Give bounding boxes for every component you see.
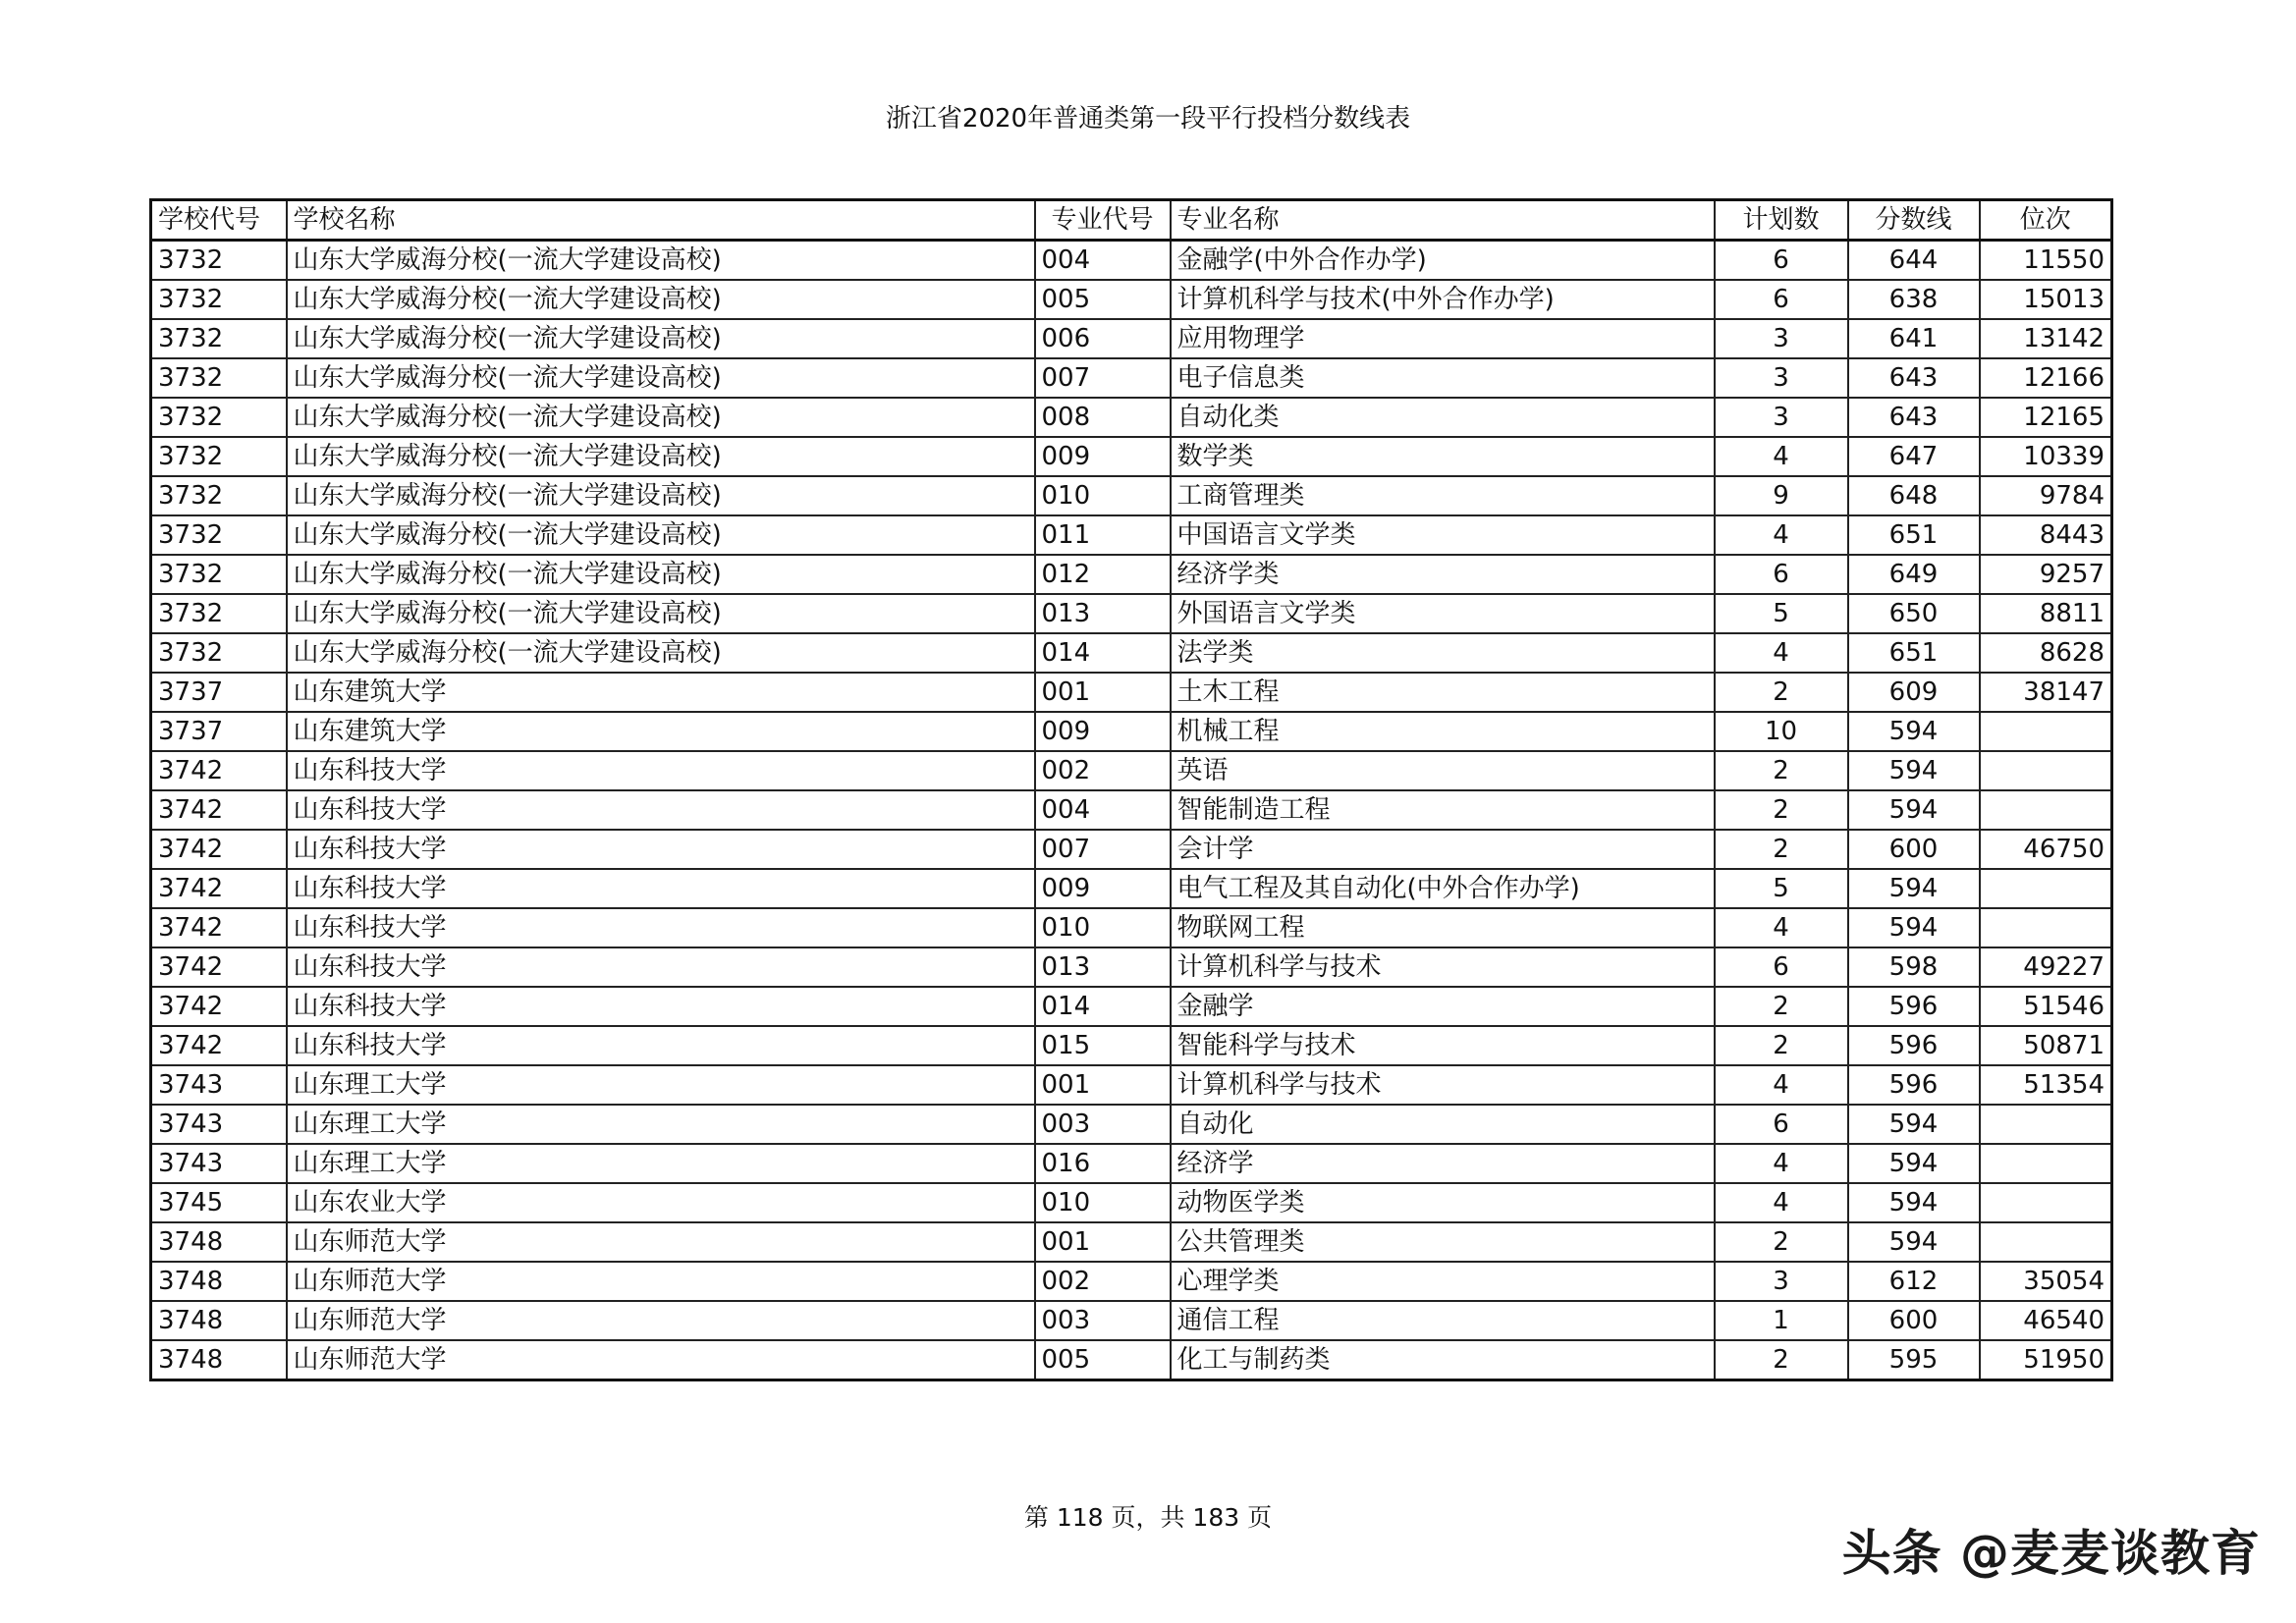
score-cell: 594 <box>1848 751 1980 790</box>
score-cell: 647 <box>1848 437 1980 476</box>
major-code-cell: 016 <box>1035 1144 1171 1183</box>
rank-cell: 15013 <box>1980 280 2112 319</box>
school-name-cell: 山东科技大学 <box>287 830 1035 869</box>
plan-cell: 9 <box>1715 476 1848 515</box>
major-code-cell: 008 <box>1035 398 1171 437</box>
plan-cell: 4 <box>1715 437 1848 476</box>
major-name-cell: 英语 <box>1171 751 1715 790</box>
score-cell: 648 <box>1848 476 1980 515</box>
plan-cell: 2 <box>1715 1026 1848 1065</box>
major-name-cell: 计算机科学与技术 <box>1171 1065 1715 1105</box>
school-code-cell: 3742 <box>151 751 287 790</box>
rank-cell <box>1980 712 2112 751</box>
major-name-cell: 中国语言文学类 <box>1171 515 1715 555</box>
rank-cell: 9257 <box>1980 555 2112 594</box>
score-cell: 594 <box>1848 869 1980 908</box>
major-name-cell: 化工与制药类 <box>1171 1340 1715 1380</box>
score-cell: 596 <box>1848 1026 1980 1065</box>
rank-cell <box>1980 1222 2112 1262</box>
school-name-cell: 山东农业大学 <box>287 1183 1035 1222</box>
school-name-cell: 山东大学威海分校(一流大学建设高校) <box>287 555 1035 594</box>
school-name-cell: 山东大学威海分校(一流大学建设高校) <box>287 633 1035 673</box>
school-code-cell: 3748 <box>151 1340 287 1380</box>
school-code-cell: 3748 <box>151 1222 287 1262</box>
major-name-cell: 自动化类 <box>1171 398 1715 437</box>
major-code-cell: 003 <box>1035 1301 1171 1340</box>
school-name-cell: 山东大学威海分校(一流大学建设高校) <box>287 594 1035 633</box>
plan-cell: 4 <box>1715 633 1848 673</box>
major-name-cell: 通信工程 <box>1171 1301 1715 1340</box>
major-code-cell: 010 <box>1035 1183 1171 1222</box>
major-name-cell: 外国语言文学类 <box>1171 594 1715 633</box>
major-name-cell: 土木工程 <box>1171 673 1715 712</box>
school-name-cell: 山东大学威海分校(一流大学建设高校) <box>287 358 1035 398</box>
header-score: 分数线 <box>1848 200 1980 241</box>
rank-cell: 49227 <box>1980 947 2112 987</box>
page-footer: 第 118 页，共 183 页 <box>1023 1503 1273 1532</box>
major-code-cell: 005 <box>1035 280 1171 319</box>
table-row <box>151 751 2112 790</box>
table-row <box>151 712 2112 751</box>
school-code-cell: 3742 <box>151 1026 287 1065</box>
school-name-cell: 山东师范大学 <box>287 1262 1035 1301</box>
rank-cell <box>1980 751 2112 790</box>
school-code-cell: 3742 <box>151 908 287 947</box>
table-row <box>151 1262 2112 1301</box>
school-name-cell: 山东大学威海分校(一流大学建设高校) <box>287 437 1035 476</box>
school-name-cell: 山东师范大学 <box>287 1222 1035 1262</box>
school-name-cell: 山东大学威海分校(一流大学建设高校) <box>287 476 1035 515</box>
rank-cell: 46750 <box>1980 830 2112 869</box>
major-code-cell: 007 <box>1035 358 1171 398</box>
major-name-cell: 应用物理学 <box>1171 319 1715 358</box>
score-cell: 596 <box>1848 1065 1980 1105</box>
major-code-cell: 001 <box>1035 1222 1171 1262</box>
table-row <box>151 633 2112 673</box>
major-code-cell: 007 <box>1035 830 1171 869</box>
rank-cell: 12165 <box>1980 398 2112 437</box>
major-code-cell: 012 <box>1035 555 1171 594</box>
school-code-cell: 3732 <box>151 319 287 358</box>
table-row <box>151 358 2112 398</box>
school-name-cell: 山东大学威海分校(一流大学建设高校) <box>287 515 1035 555</box>
table-row <box>151 1065 2112 1105</box>
major-code-cell: 009 <box>1035 869 1171 908</box>
plan-cell: 4 <box>1715 1183 1848 1222</box>
major-name-cell: 经济学类 <box>1171 555 1715 594</box>
school-code-cell: 3732 <box>151 280 287 319</box>
score-cell: 594 <box>1848 1183 1980 1222</box>
score-cell: 609 <box>1848 673 1980 712</box>
plan-cell: 3 <box>1715 398 1848 437</box>
rank-cell: 51354 <box>1980 1065 2112 1105</box>
plan-cell: 4 <box>1715 1065 1848 1105</box>
rank-cell: 13142 <box>1980 319 2112 358</box>
score-table <box>149 198 2113 1381</box>
plan-cell: 2 <box>1715 987 1848 1026</box>
rank-cell: 38147 <box>1980 673 2112 712</box>
score-cell: 594 <box>1848 1105 1980 1144</box>
school-code-cell: 3743 <box>151 1105 287 1144</box>
school-code-cell: 3737 <box>151 673 287 712</box>
table-row <box>151 987 2112 1026</box>
school-code-cell: 3732 <box>151 398 287 437</box>
school-code-cell: 3737 <box>151 712 287 751</box>
table-row <box>151 437 2112 476</box>
rank-cell <box>1980 869 2112 908</box>
rank-cell: 12166 <box>1980 358 2112 398</box>
plan-cell: 2 <box>1715 673 1848 712</box>
score-cell: 594 <box>1848 1222 1980 1262</box>
school-name-cell: 山东理工大学 <box>287 1065 1035 1105</box>
major-code-cell: 013 <box>1035 594 1171 633</box>
plan-cell: 5 <box>1715 869 1848 908</box>
plan-cell: 2 <box>1715 1340 1848 1380</box>
major-code-cell: 011 <box>1035 515 1171 555</box>
table-row <box>151 515 2112 555</box>
school-code-cell: 3732 <box>151 594 287 633</box>
plan-cell: 6 <box>1715 555 1848 594</box>
major-code-cell: 001 <box>1035 673 1171 712</box>
major-name-cell: 电子信息类 <box>1171 358 1715 398</box>
header-school-name: 学校名称 <box>287 200 1035 241</box>
plan-cell: 6 <box>1715 241 1848 281</box>
watermark: 头条 @麦麦谈教育 <box>1841 1525 2261 1582</box>
major-name-cell: 心理学类 <box>1171 1262 1715 1301</box>
major-name-cell: 法学类 <box>1171 633 1715 673</box>
score-cell: 594 <box>1848 1144 1980 1183</box>
plan-cell: 1 <box>1715 1301 1848 1340</box>
plan-cell: 4 <box>1715 1144 1848 1183</box>
major-code-cell: 002 <box>1035 751 1171 790</box>
score-cell: 649 <box>1848 555 1980 594</box>
score-cell: 600 <box>1848 1301 1980 1340</box>
school-name-cell: 山东科技大学 <box>287 1026 1035 1065</box>
school-name-cell: 山东科技大学 <box>287 987 1035 1026</box>
plan-cell: 3 <box>1715 358 1848 398</box>
header-rank: 位次 <box>1980 200 2112 241</box>
major-code-cell: 014 <box>1035 987 1171 1026</box>
major-name-cell: 数学类 <box>1171 437 1715 476</box>
rank-cell <box>1980 790 2112 830</box>
school-code-cell: 3742 <box>151 947 287 987</box>
rank-cell: 8811 <box>1980 594 2112 633</box>
table-row <box>151 1105 2112 1144</box>
school-name-cell: 山东建筑大学 <box>287 712 1035 751</box>
rank-cell <box>1980 1144 2112 1183</box>
major-code-cell: 010 <box>1035 476 1171 515</box>
score-cell: 596 <box>1848 987 1980 1026</box>
school-name-cell: 山东科技大学 <box>287 790 1035 830</box>
rank-cell: 35054 <box>1980 1262 2112 1301</box>
table-row <box>151 1340 2112 1380</box>
major-code-cell: 013 <box>1035 947 1171 987</box>
major-name-cell: 经济学 <box>1171 1144 1715 1183</box>
school-code-cell: 3732 <box>151 555 287 594</box>
table-row <box>151 908 2112 947</box>
school-code-cell: 3732 <box>151 515 287 555</box>
score-cell: 638 <box>1848 280 1980 319</box>
header-major-name: 专业名称 <box>1171 200 1715 241</box>
major-name-cell: 会计学 <box>1171 830 1715 869</box>
score-cell: 594 <box>1848 712 1980 751</box>
score-cell: 644 <box>1848 241 1980 281</box>
plan-cell: 6 <box>1715 280 1848 319</box>
rank-cell: 11550 <box>1980 241 2112 281</box>
major-name-cell: 公共管理类 <box>1171 1222 1715 1262</box>
school-code-cell: 3743 <box>151 1065 287 1105</box>
school-code-cell: 3742 <box>151 830 287 869</box>
table-body <box>151 241 2112 1380</box>
score-cell: 643 <box>1848 358 1980 398</box>
major-name-cell: 计算机科学与技术 <box>1171 947 1715 987</box>
header-major-code: 专业代号 <box>1035 200 1171 241</box>
plan-cell: 10 <box>1715 712 1848 751</box>
rank-cell: 46540 <box>1980 1301 2112 1340</box>
rank-cell: 51546 <box>1980 987 2112 1026</box>
table-row <box>151 594 2112 633</box>
score-cell: 643 <box>1848 398 1980 437</box>
school-name-cell: 山东理工大学 <box>287 1144 1035 1183</box>
score-cell: 594 <box>1848 908 1980 947</box>
plan-cell: 2 <box>1715 751 1848 790</box>
major-code-cell: 004 <box>1035 241 1171 281</box>
school-code-cell: 3743 <box>151 1144 287 1183</box>
major-code-cell: 005 <box>1035 1340 1171 1380</box>
table-row <box>151 1183 2112 1222</box>
school-code-cell: 3732 <box>151 437 287 476</box>
school-name-cell: 山东建筑大学 <box>287 673 1035 712</box>
major-name-cell: 工商管理类 <box>1171 476 1715 515</box>
school-code-cell: 3732 <box>151 358 287 398</box>
table-row <box>151 1222 2112 1262</box>
school-name-cell: 山东大学威海分校(一流大学建设高校) <box>287 241 1035 281</box>
table-row <box>151 790 2112 830</box>
plan-cell: 2 <box>1715 830 1848 869</box>
school-code-cell: 3742 <box>151 790 287 830</box>
major-code-cell: 001 <box>1035 1065 1171 1105</box>
score-cell: 595 <box>1848 1340 1980 1380</box>
major-code-cell: 004 <box>1035 790 1171 830</box>
score-cell: 612 <box>1848 1262 1980 1301</box>
school-name-cell: 山东大学威海分校(一流大学建设高校) <box>287 280 1035 319</box>
score-cell: 650 <box>1848 594 1980 633</box>
rank-cell: 50871 <box>1980 1026 2112 1065</box>
rank-cell <box>1980 908 2112 947</box>
major-code-cell: 006 <box>1035 319 1171 358</box>
plan-cell: 2 <box>1715 1222 1848 1262</box>
rank-cell: 8628 <box>1980 633 2112 673</box>
school-code-cell: 3745 <box>151 1183 287 1222</box>
school-code-cell: 3732 <box>151 241 287 281</box>
school-name-cell: 山东科技大学 <box>287 947 1035 987</box>
rank-cell: 8443 <box>1980 515 2112 555</box>
table-row <box>151 398 2112 437</box>
table-row <box>151 1301 2112 1340</box>
school-code-cell: 3748 <box>151 1301 287 1340</box>
school-name-cell: 山东科技大学 <box>287 751 1035 790</box>
school-name-cell: 山东理工大学 <box>287 1105 1035 1144</box>
table-row <box>151 830 2112 869</box>
rank-cell <box>1980 1183 2112 1222</box>
plan-cell: 6 <box>1715 947 1848 987</box>
major-code-cell: 014 <box>1035 633 1171 673</box>
score-cell: 600 <box>1848 830 1980 869</box>
score-cell: 598 <box>1848 947 1980 987</box>
table-row <box>151 476 2112 515</box>
major-name-cell: 金融学(中外合作办学) <box>1171 241 1715 281</box>
plan-cell: 4 <box>1715 515 1848 555</box>
school-code-cell: 3732 <box>151 633 287 673</box>
school-name-cell: 山东师范大学 <box>287 1301 1035 1340</box>
plan-cell: 3 <box>1715 1262 1848 1301</box>
table-row <box>151 280 2112 319</box>
plan-cell: 3 <box>1715 319 1848 358</box>
header-plan: 计划数 <box>1715 200 1848 241</box>
major-name-cell: 金融学 <box>1171 987 1715 1026</box>
header-school-code: 学校代号 <box>151 200 287 241</box>
table-row <box>151 869 2112 908</box>
table-row <box>151 1144 2112 1183</box>
score-cell: 641 <box>1848 319 1980 358</box>
major-name-cell: 计算机科学与技术(中外合作办学) <box>1171 280 1715 319</box>
plan-cell: 2 <box>1715 790 1848 830</box>
major-code-cell: 009 <box>1035 712 1171 751</box>
school-name-cell: 山东大学威海分校(一流大学建设高校) <box>287 398 1035 437</box>
major-name-cell: 动物医学类 <box>1171 1183 1715 1222</box>
table-header-row <box>151 200 2112 241</box>
major-code-cell: 015 <box>1035 1026 1171 1065</box>
major-name-cell: 电气工程及其自动化(中外合作办学) <box>1171 869 1715 908</box>
table-row <box>151 241 2112 281</box>
page-title: 浙江省2020年普通类第一段平行投档分数线表 <box>885 104 1411 134</box>
rank-cell: 10339 <box>1980 437 2112 476</box>
rank-cell <box>1980 1105 2112 1144</box>
major-code-cell: 002 <box>1035 1262 1171 1301</box>
major-code-cell: 003 <box>1035 1105 1171 1144</box>
plan-cell: 5 <box>1715 594 1848 633</box>
major-code-cell: 009 <box>1035 437 1171 476</box>
school-name-cell: 山东科技大学 <box>287 908 1035 947</box>
score-cell: 651 <box>1848 515 1980 555</box>
rank-cell: 9784 <box>1980 476 2112 515</box>
plan-cell: 4 <box>1715 908 1848 947</box>
school-code-cell: 3742 <box>151 987 287 1026</box>
major-name-cell: 物联网工程 <box>1171 908 1715 947</box>
rank-cell: 51950 <box>1980 1340 2112 1380</box>
table-row <box>151 673 2112 712</box>
major-name-cell: 智能科学与技术 <box>1171 1026 1715 1065</box>
school-code-cell: 3748 <box>151 1262 287 1301</box>
school-code-cell: 3732 <box>151 476 287 515</box>
school-name-cell: 山东大学威海分校(一流大学建设高校) <box>287 319 1035 358</box>
major-code-cell: 010 <box>1035 908 1171 947</box>
table-row <box>151 1026 2112 1065</box>
table-row <box>151 319 2112 358</box>
table-row <box>151 555 2112 594</box>
major-name-cell: 智能制造工程 <box>1171 790 1715 830</box>
school-name-cell: 山东师范大学 <box>287 1340 1035 1380</box>
score-cell: 651 <box>1848 633 1980 673</box>
major-name-cell: 机械工程 <box>1171 712 1715 751</box>
table-row <box>151 947 2112 987</box>
score-cell: 594 <box>1848 790 1980 830</box>
plan-cell: 6 <box>1715 1105 1848 1144</box>
school-name-cell: 山东科技大学 <box>287 869 1035 908</box>
school-code-cell: 3742 <box>151 869 287 908</box>
major-name-cell: 自动化 <box>1171 1105 1715 1144</box>
